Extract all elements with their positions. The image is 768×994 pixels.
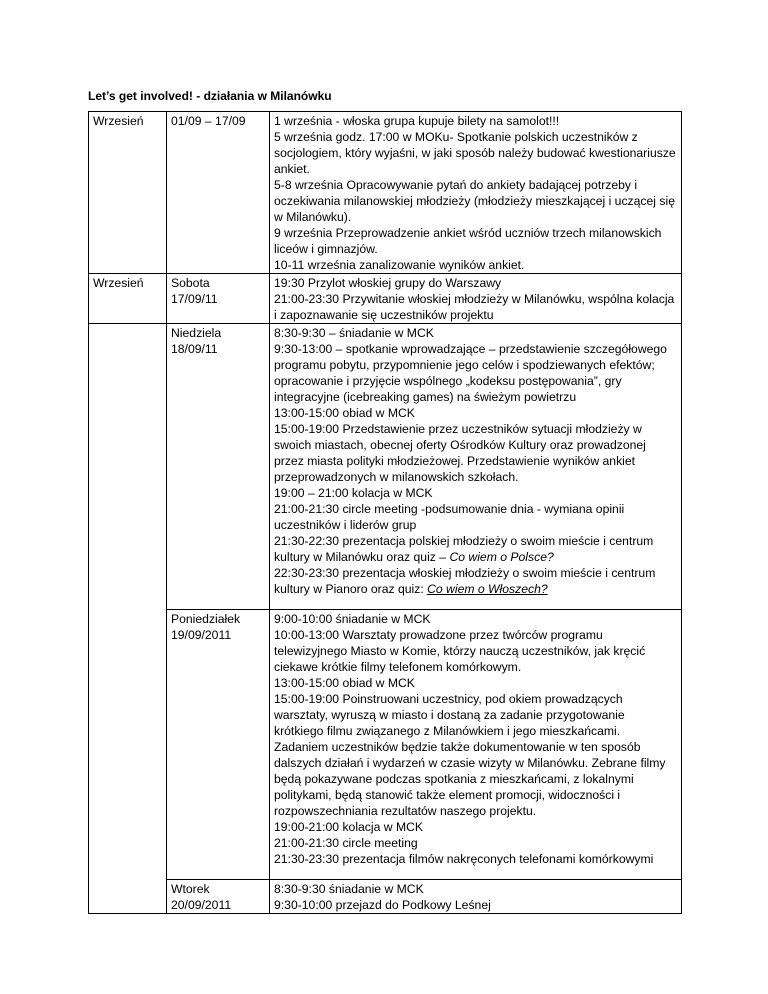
date-label: 01/09 – 17/09 (171, 114, 246, 128)
date-label: 20/09/2011 (171, 898, 232, 912)
month-cell (89, 112, 167, 274)
activity-line: 5 września godz. 17:00 w MOKu- Spotkanie polskich uczestników z socjologiem, który wyjaśni, w jaki sposób należy budować kwestionariusze ankiet. (274, 130, 676, 176)
activity-line: 8:30-9:30 – śniadanie w MCK (274, 326, 434, 340)
date-label: 19/09/2011 (171, 628, 232, 642)
activity-line: 10:00-13:00 Warsztaty prowadzone przez twórców programu telewizyjnego Miasto w Komie, którzy nauczą uczestników, jak kręcić ciekawe krótkie filmy telefonem komórkowym. (274, 628, 646, 674)
activity-line: 21:00-23:30 Przywitanie włoskiej młodzieży w Milanówku, wspólna kolacja i zapoznawanie się uczestników projektu (274, 292, 675, 322)
activity-line: 9:00-10:00 śniadanie w MCK (274, 612, 431, 626)
activity-line: 15:00-19:00 Przedstawienie przez uczestników sytuacji młodzieży w swoich miastach, obecnej oferty Ośrodków Kultury oraz prowadzonej przez miasta polityki młodzieżowej. Przedstawienie wyników ankiet przeprowadzonych w milanowskich szkołach. (274, 422, 646, 484)
activity-line: 8:30-9:30 śniadanie w MCK (274, 882, 424, 896)
day-label: Poniedziałek (171, 612, 241, 626)
activity-line: 9:30-10:00 przejazd do Podkowy Leśnej (274, 898, 491, 912)
activity-line: 21:00-21:30 circle meeting (274, 836, 418, 850)
month-label: Wrzesień (93, 114, 144, 128)
activity-line: 10-11 września zanalizowanie wyników ankiet. (274, 258, 525, 272)
schedule-table (88, 111, 682, 914)
description-cell (270, 610, 682, 880)
date-cell (167, 610, 270, 880)
activity-line: 9:30-13:00 – spotkanie wprowadzające – przedstawienie szczegółowego programu pobytu, przypomnienie jego celów i spodziewanych efektów; opracowanie i przyjęcie wspólnego „kodeksu postępowania”, gry integracyjne (icebreaking games) na świeżym powietrzu (274, 342, 667, 404)
date-label: 18/09/11 (171, 342, 218, 356)
activity-line: 13:00-15:00 obiad w MCK (274, 406, 415, 420)
day-label: Niedziela (171, 326, 222, 340)
schedule-row (89, 112, 682, 274)
month-label: Wrzesień (93, 276, 144, 290)
date-cell (167, 112, 270, 274)
schedule-row (89, 880, 682, 914)
activity-line: 15:00-19:00 Poinstruowani uczestnicy, pod okiem prowadzących warsztaty, wyruszą w miasto i dostaną za zadanie przygotowanie krótkiego filmu związanego z Milanówkiem i jego mieszkańcami. Zadaniem uczestników będzie także dokumentowanie w ten sposób dalszych działań i wydarzeń w czasie wizyty w Milanówku. Zebrane filmy będą pokazywane podczas spotkania z mieszkańcami, z lokalnymi politykami, będą stanowić także element promocji, widoczności i rozpowszechniania rezultatów naszego projektu. (274, 692, 666, 818)
schedule-row (89, 274, 682, 324)
date-label: 17/09/11 (171, 292, 218, 306)
description-cell (270, 880, 682, 914)
quiz-line-pl (274, 533, 676, 565)
activity-line: 5-8 września Opracowywanie pytań do ankiety badającej potrzeby i oczekiwania milanowskiej młodzieży (młodzieży mieszkającej i uczącej się w Milanówku). (274, 178, 675, 224)
month-cell (89, 324, 167, 914)
page-title: Let’s get involved! - działania w Milanówku (88, 89, 332, 103)
day-label: Wtorek (171, 882, 210, 896)
schedule-row (89, 324, 682, 610)
activity-line: 1 września - włoska grupa kupuje bilety na samolot!!! (274, 114, 560, 128)
quiz-title: Co wiem o Włoszech? (427, 582, 548, 596)
activity-line: 19:00 – 21:00 kolacja w MCK (274, 486, 433, 500)
date-cell (167, 880, 270, 914)
month-cell (89, 274, 167, 324)
schedule-row (89, 610, 682, 880)
description-cell (270, 274, 682, 324)
activity-line: 21:30-23:30 prezentacja filmów nakręconych telefonami komórkowymi (274, 852, 654, 866)
date-cell (167, 324, 270, 610)
quiz-text: 22:30-23:30 prezentacja włoskiej młodzieży o swoim mieście i centrum kultury w Pianoro oraz quiz: (274, 566, 656, 596)
activity-line: 9 września Przeprowadzenie ankiet wśród uczniów trzech milanowskich liceów i gimnazjów. (274, 226, 662, 256)
activity-line: 21:00-21:30 circle meeting -podsumowanie dnia - wymiana opinii uczestników i liderów grup (274, 502, 625, 532)
quiz-text: 21:30-22:30 prezentacja polskiej młodzieży o swoim mieście i centrum kultury w Milanówku oraz quiz – (274, 534, 654, 564)
date-cell (167, 274, 270, 324)
activity-line: 19:00-21:00 kolacja w MCK (274, 820, 424, 834)
activity-line: 13:00-15:00 obiad w MCK (274, 676, 415, 690)
quiz-title: Co wiem o Polsce? (449, 550, 554, 564)
description-cell (270, 112, 682, 274)
quiz-line-it (274, 565, 676, 597)
description-cell (270, 324, 682, 610)
activity-line: 19:30 Przylot włoskiej grupy do Warszawy (274, 276, 502, 290)
day-label: Sobota (171, 276, 210, 290)
